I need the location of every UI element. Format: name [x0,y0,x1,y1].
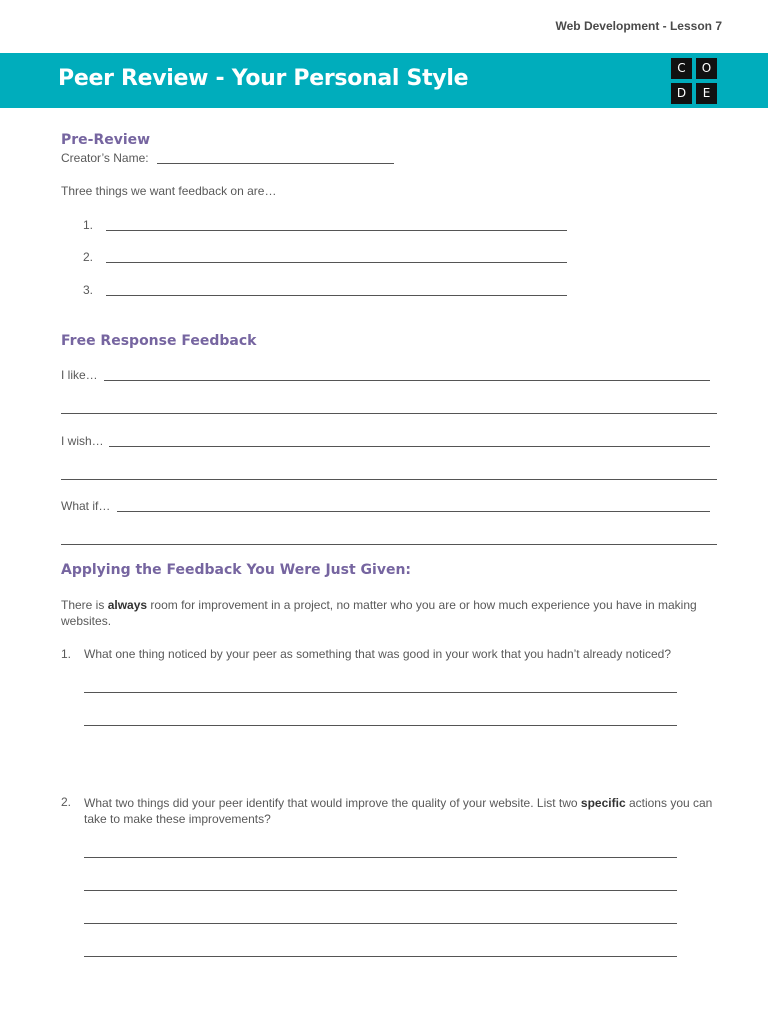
title-banner [0,53,768,108]
applying-heading: Applying the Feedback You Were Just Given: [61,562,412,578]
answer-2-line[interactable] [84,890,677,891]
code-logo [671,58,717,104]
i-like-field-continued[interactable] [61,413,717,414]
applying-intro [61,597,711,629]
question-number: 2. [61,795,72,809]
i-like-label: I like… [61,368,98,382]
what-if-label: What if… [61,499,111,513]
i-wish-field-continued[interactable] [61,479,717,480]
logo-letter: O [696,58,717,79]
i-wish-label: I wish… [61,434,104,448]
i-wish-field[interactable] [109,446,710,447]
intro-emphasis: always [107,598,148,612]
feedback-item-number: 2. [83,250,94,264]
feedback-item-field[interactable] [106,230,567,231]
creator-name-label: Creator’s Name: [61,151,149,165]
i-like-field[interactable] [104,380,710,381]
logo-letter: C [671,58,692,79]
free-response-heading: Free Response Feedback [61,333,257,349]
pre-review-heading: Pre-Review [61,132,151,148]
what-if-field-continued[interactable] [61,544,717,545]
answer-1-line[interactable] [84,692,677,693]
answer-2-line[interactable] [84,857,677,858]
course-label: Web Development - Lesson 7 [555,19,722,33]
page-title: Peer Review - Your Personal Style [58,66,469,91]
intro-text: room for improvement in a project, no matter who you are or how much experience you have in making websites. [61,598,697,628]
question-text: What two things did your peer identify that would improve the quality of your website. List two [84,796,581,810]
feedback-item-field[interactable] [106,295,567,296]
logo-letter: D [671,83,692,104]
question-2-text [84,795,724,827]
feedback-intro: Three things we want feedback on are… [61,184,277,198]
feedback-item-number: 3. [83,283,94,297]
intro-text: There is [61,598,108,612]
answer-2-line[interactable] [84,923,677,924]
logo-letter: E [696,83,717,104]
answer-2-line[interactable] [84,956,677,957]
question-1-text: What one thing noticed by your peer as something that was good in your work that you hadn’t already noticed? [84,647,672,661]
question-number: 1. [61,647,72,661]
question-emphasis: specific [580,796,626,810]
feedback-item-field[interactable] [106,262,567,263]
creator-name-field[interactable] [157,163,394,164]
feedback-item-number: 1. [83,218,94,232]
what-if-field[interactable] [117,511,710,512]
question-text: actions you can take to make these improvements? [84,796,713,826]
answer-1-line[interactable] [84,725,677,726]
